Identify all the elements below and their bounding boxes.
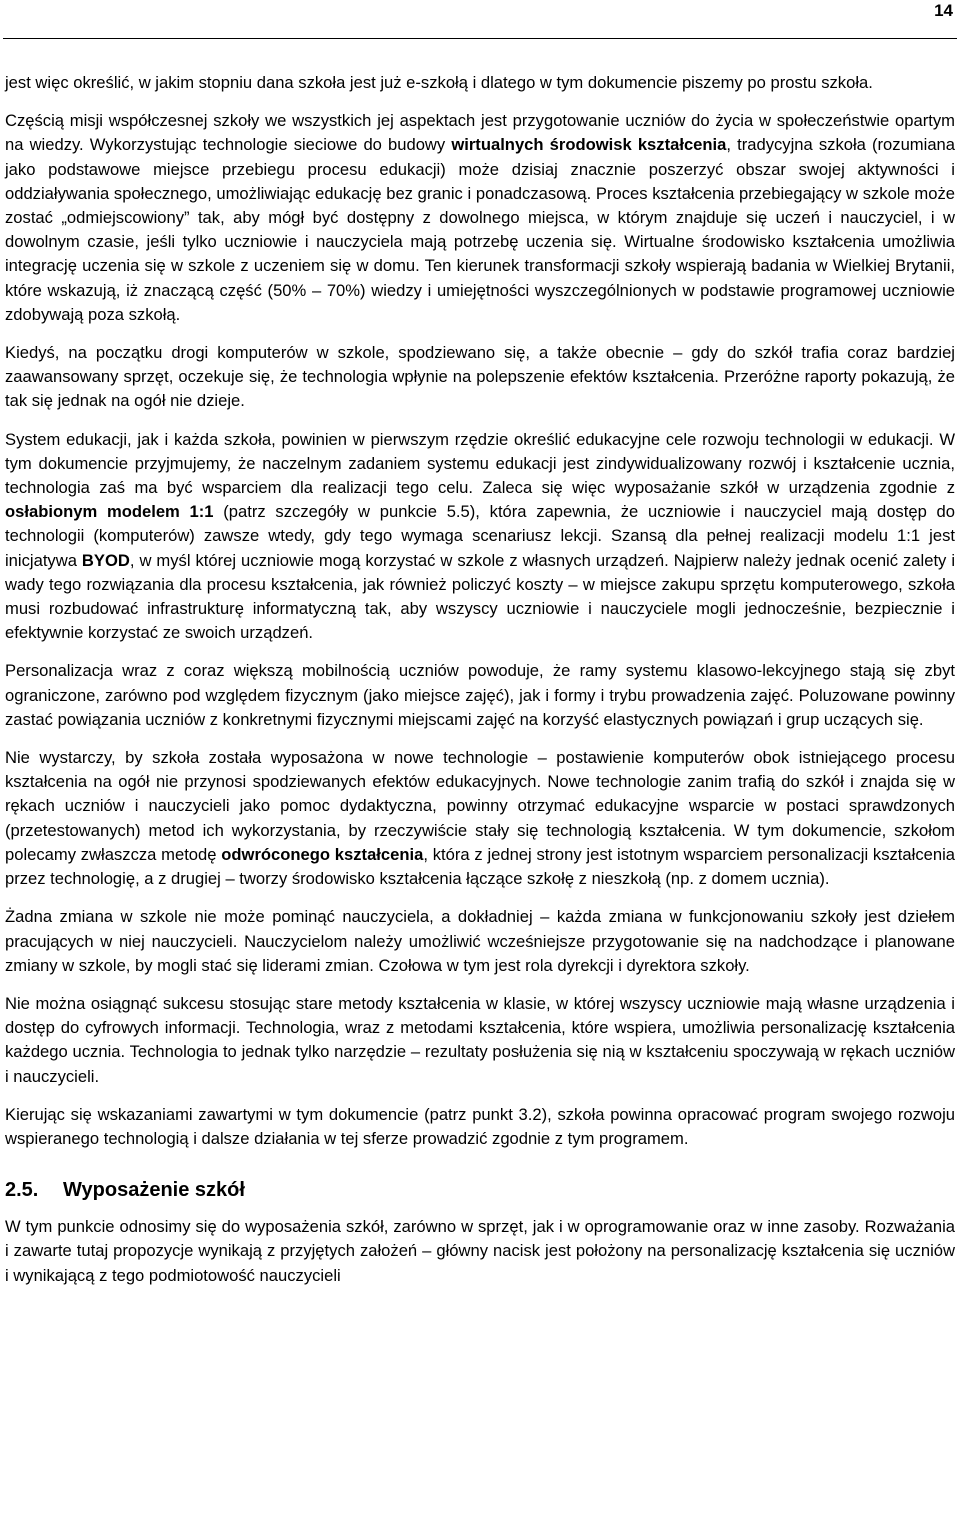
text-segment: Żadna zmiana w szkole nie może pominąć nauczyciela, a dokładniej – każda zmiana w funkcjonowaniu szkoły jest dziełem pracujących w niej nauczycieli. Nauczycielom należy umożliwić wcześniejsze przygotowanie się na nadchodzące i planowane zmiany w szkole, by mogli stać się liderami zmian. Czołowa w tym jest rola dyrekcji i dyrektora szkoły. <box>5 907 955 975</box>
section-title: Wyposażenie szkół <box>63 1179 245 1202</box>
section-number: 2.5. <box>5 1179 39 1202</box>
body-paragraph <box>5 659 955 732</box>
body-paragraph <box>5 341 955 414</box>
section-intro-paragraph: W tym punkcie odnosimy się do wyposażenia szkół, zarówno w sprzęt, jak i w oprogramowanie oraz w inne zasoby. Rozważania i zawarte tutaj propozycje wynikają z przyjętych założeń – główny nacisk jest położony na personalizację kształcenia się uczniów i wynikającą z tego podmiotowość nauczycieli <box>5 1217 955 1285</box>
page-number: 14 <box>934 1 953 20</box>
text-segment: Personalizacja wraz z coraz większą mobilnością uczniów powoduje, że ramy systemu klasowo-lekcyjnego stają się zbyt ograniczone, zarówno pod względem fizycznym (jako miejsce zajęć), jak i formy i trybu prowadzenia zajęć. Poluzowane powinny zastać powiązania uczniów z konkretnymi fizycznymi miejscami zajęć na korzyść elastycznych powiązań i grup uczących się. <box>5 661 955 729</box>
section-heading <box>5 1177 955 1203</box>
text-segment: Częścią misji współczesnej szkoły we wszystkich jej aspektach jest przygotowanie uczniów do życia w społeczeństwie opartym na wiedzy. Wykorzystując technologie sieciowe do budowy <box>5 111 955 155</box>
text-segment: jest więc określić, w jakim stopniu dana szkoła jest już e-szkołą i dlatego w tym dokumencie piszemy po prostu szkoła. <box>5 73 873 92</box>
bold-text-segment: BYOD <box>81 550 130 570</box>
bold-text-segment: wirtualnych środowisk kształcenia <box>451 135 727 155</box>
body-paragraph <box>5 1103 955 1151</box>
body-paragraph <box>5 905 955 978</box>
bold-text-segment: osłabionym modelem 1:1 <box>5 502 214 522</box>
body-paragraph <box>5 109 955 327</box>
document-body <box>5 71 955 1302</box>
body-paragraph <box>5 992 955 1089</box>
text-segment: , która z jednej strony jest istotnym wsparciem personalizacji kształcenia przez technologię, a z drugiej – tworzy środowisko kształcenia łączące szkołę z nieszkołą (np. z domem ucznia). <box>5 844 955 889</box>
text-segment: , tradycyjna szkoła (rozumiana jako podstawowe miejsce przebiegu procesu edukacji) może dzisiaj znacznie poszerzyć obszar swojej aktywności i oddziaływania społecznego, umożliwiając edukację bez granic i ponadczasową. Proces kształcenia przebiegający w szkole może zostać „odmiejscowiony” tak, aby mógł być dostępny z dowolnego miejsca, w którym znajduje się uczeń i nauczyciel, i w dowolnym czasie, jeśli tylko uczniowie i nauczyciela mają potrzebę uczenia się. Wirtualne środowisko kształcenia umożliwia integrację uczenia się w szkole z uczeniem się w domu. Ten kierunek transformacji szkoły wspierają badania w Wielkiej Brytanii, które wskazują, iż znaczącą część (50% – 70%) wiedzy i umiejętności wyszczególnionych w podstawie programowej uczniowie zdobywają poza szkołą. <box>5 135 956 324</box>
text-segment: System edukacji, jak i każda szkoła, powinien w pierwszym rzędzie określić edukacyjne cele rozwoju technologii w edukacji. W tym dokumencie przyjmujemy, że naczelnym zadaniem systemu edukacji jest zindywidualizowany rozwój i kształcenie ucznia, technologia zaś ma być wsparciem dla realizacji tego celu. Zaleca się więc wyposażanie szkół w urządzenia zgodnie z <box>5 429 955 498</box>
body-paragraph <box>5 428 955 646</box>
text-segment: Kiedyś, na początku drogi komputerów w szkole, spodziewano się, a także obecnie – gdy do szkół trafia coraz bardziej zaawansowany sprzęt, oczekuje się, że technologia wpłynie na polepszenie efektów kształcenia. Przeróżne raporty pokazują, że tak się jednak na ogół nie dzieje. <box>5 343 955 411</box>
body-paragraph <box>5 746 955 891</box>
text-segment: Nie wystarczy, by szkoła została wyposażona w nowe technologie – postawienie komputerów obok istniejącego procesu kształcenia na ogół nie przynosi spodziewanych efektów edukacyjnych. Nowe technologie zanim trafią do szkół i znajda się w rękach uczniów i nauczycieli jako pomoc dydaktyczna, powinny otrzymać edukacyjne wsparcie w postaci sprawdzonych (przetestowanych) metod ich wykorzystania, by rzeczywiście stały się technologią kształcenia. W tym dokumencie, szkołom polecamy zwłaszcza metodę <box>5 748 955 864</box>
paragraph-list <box>5 71 955 1151</box>
header-divider <box>3 38 957 39</box>
text-segment: (patrz szczegóły w punkcie 5.5), która zapewnia, że uczniowie i nauczyciel mają dostęp do technologii (komputerów) zawsze wtedy, gdy tego wymaga scenariusz lekcji. Szansą dla pełnej realizacji modelu 1:1 jest inicjatywa <box>5 502 955 570</box>
text-segment: , w myśl której uczniowie mogą korzystać w szkole z własnych urządzeń. Najpierw należy jednak ocenić zalety i wady tego rozwiązania dla procesu kształcenia, jak również policzyć koszty – w miejsce zakupu sprzętu komputerowego, szkoła musi rozbudować infrastrukturę informatyczną tak, aby wszyscy uczniowie i nauczyciele mogli jednocześnie, bezpiecznie i efektywnie korzystać ze swoich urządzeń. <box>5 550 956 643</box>
bold-text-segment: odwróconego kształcenia <box>221 844 424 864</box>
text-segment: Nie można osiągnąć sukcesu stosując stare metody kształcenia w klasie, w której wszyscy uczniowie mają własne urządzenia i dostęp do cyfrowych informacji. Technologia, wraz z metodami kształcenia, które wspiera, umożliwia personalizację kształcenia każdego ucznia. Technologia to jednak tylko narzędzie – rezultaty posłużenia się nią w kształceniu spoczywają w rękach uczniów i nauczycieli. <box>5 993 955 1086</box>
body-paragraph <box>5 71 955 95</box>
text-segment: Kierując się wskazaniami zawartymi w tym dokumencie (patrz punkt 3.2), szkoła powinna opracować program swojego rozwoju wspieranego technologią i dalsze działania w tej sferze prowadzić zgodnie z tym programem. <box>5 1104 955 1148</box>
